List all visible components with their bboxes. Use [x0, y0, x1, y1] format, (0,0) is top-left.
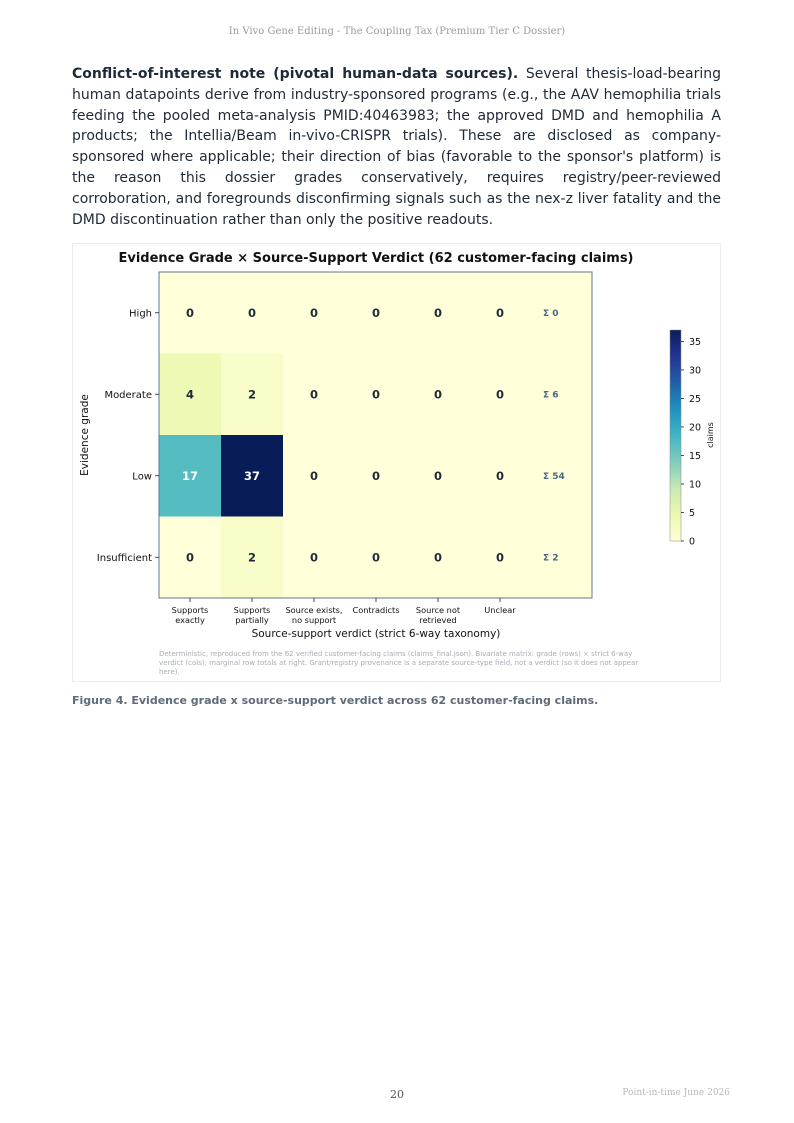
cell-value-label: 37	[243, 468, 261, 483]
cell-value-label: 0	[309, 550, 319, 565]
cell-value-label: 0	[495, 305, 505, 320]
colorbar-label: claims	[706, 422, 715, 448]
x-tick-label: Source not	[415, 605, 461, 615]
y-axis-label: Evidence grade	[79, 394, 91, 476]
x-tick-label: Source exists,	[285, 605, 343, 615]
cell-value-label: 0	[495, 387, 505, 402]
chart-title: Evidence Grade × Source-Support Verdict (62 customer-facing claims)	[118, 251, 634, 266]
cell-value-label: 0	[185, 305, 195, 320]
cell-value-label: 0	[309, 387, 319, 402]
colorbar	[670, 330, 715, 548]
x-tick-label: retrieved	[419, 615, 457, 625]
cell-value-label: 0	[309, 468, 319, 483]
page-number: 20	[390, 1088, 404, 1101]
cell-value-label: 0	[495, 468, 505, 483]
row-total-label: Σ 6	[543, 390, 559, 401]
x-tick-label: Unclear	[484, 605, 516, 615]
colorbar-gradient	[670, 330, 681, 541]
y-tick-label: High	[129, 308, 152, 320]
x-tick-label: Contradicts	[352, 605, 400, 615]
cell-value-label: 2	[247, 387, 257, 402]
colorbar-tick-label: 35	[689, 336, 702, 348]
cell-value-label: 0	[433, 468, 443, 483]
y-tick-label: Insufficient	[96, 552, 152, 564]
cell-value-label: 17	[181, 468, 199, 483]
figure-note-line-1: Deterministic, reproduced from the 62 verified customer-facing claims (claims_final.json). Bivariate matrix: grade (rows) × strict 6-way	[159, 650, 633, 658]
cell-value-label: 0	[185, 550, 195, 565]
cell-value-label: 4	[185, 387, 195, 402]
colorbar-tick-label: 10	[689, 479, 702, 491]
figure-note-line-3: here).	[159, 668, 180, 676]
x-tick-label: partially	[235, 615, 269, 625]
cell-value-label: 0	[371, 550, 381, 565]
row-total-label: Σ 2	[543, 553, 559, 564]
row-total-label: Σ 0	[543, 308, 559, 319]
cell-value-label: 0	[247, 305, 257, 320]
row-total-label: Σ 54	[543, 471, 565, 482]
y-tick-label: Moderate	[104, 389, 152, 401]
row-total-cell	[531, 354, 592, 436]
x-tick-label: Supports	[233, 605, 271, 615]
cell-value-label: 0	[433, 550, 443, 565]
x-tick-label: no support	[291, 615, 337, 625]
x-tick-label: Supports	[171, 605, 209, 615]
cell-value-label: 0	[495, 550, 505, 565]
colorbar-tick-label: 0	[689, 536, 696, 548]
heatmap-chart	[73, 244, 720, 681]
colorbar-tick-label: 30	[689, 365, 702, 377]
paragraph-lead: Conflict-of-interest note (pivotal human-data sources).	[72, 66, 519, 82]
colorbar-tick-label: 15	[689, 450, 702, 462]
figure-note-line-2: verdict (cols); marginal row totals at right. Grant/registry provenance is a separate source-type field, not a verdict (so it does not appear	[159, 659, 639, 667]
cell-value-label: 0	[309, 305, 319, 320]
running-header: In Vivo Gene Editing - The Coupling Tax (Premium Tier C Dossier)	[228, 26, 566, 37]
cell-value-label: 0	[371, 305, 381, 320]
figure-caption: Figure 4. Evidence grade x source-support verdict across 62 customer-facing claims.	[72, 694, 599, 707]
cell-value-label: 0	[433, 387, 443, 402]
footer-note: Point-in-time June 2026	[622, 1088, 730, 1098]
cell-value-label: 0	[433, 305, 443, 320]
cell-value-label: 0	[371, 468, 381, 483]
figure-frame	[72, 243, 721, 682]
cell-value-label: 2	[247, 550, 257, 565]
colorbar-tick-label: 25	[689, 393, 702, 405]
row-total-cell	[531, 517, 592, 599]
colorbar-tick-label: 5	[689, 507, 696, 519]
x-tick-label: exactly	[175, 615, 205, 625]
cell-value-label: 0	[371, 387, 381, 402]
paragraph-text: Several thesis-load-bearing human datapoints derive from industry-sponsored programs (e.g., the AAV hemophilia trials feeding the pooled meta-analysis PMID:40463983; the approved DMD and hemophilia A products; the Intellia/Beam in-vivo-CRISPR trials). These are disclosed as company-sponsored where applicable; their direction of bias (favorable to the sponsor's platform) is the reason this dossier grades conservatively, requires registry/peer-reviewed corroboration, and foregrounds disconfirming signals such as the nex-z liver fatality and the DMD discontinuation rather than only the positive readouts.	[72, 66, 721, 228]
row-total-cell	[531, 272, 592, 354]
colorbar-tick-label: 20	[689, 422, 702, 434]
x-axis-label: Source-support verdict (strict 6-way taxonomy)	[251, 628, 501, 640]
conflict-of-interest-paragraph	[72, 64, 721, 230]
y-tick-label: Low	[132, 471, 152, 483]
